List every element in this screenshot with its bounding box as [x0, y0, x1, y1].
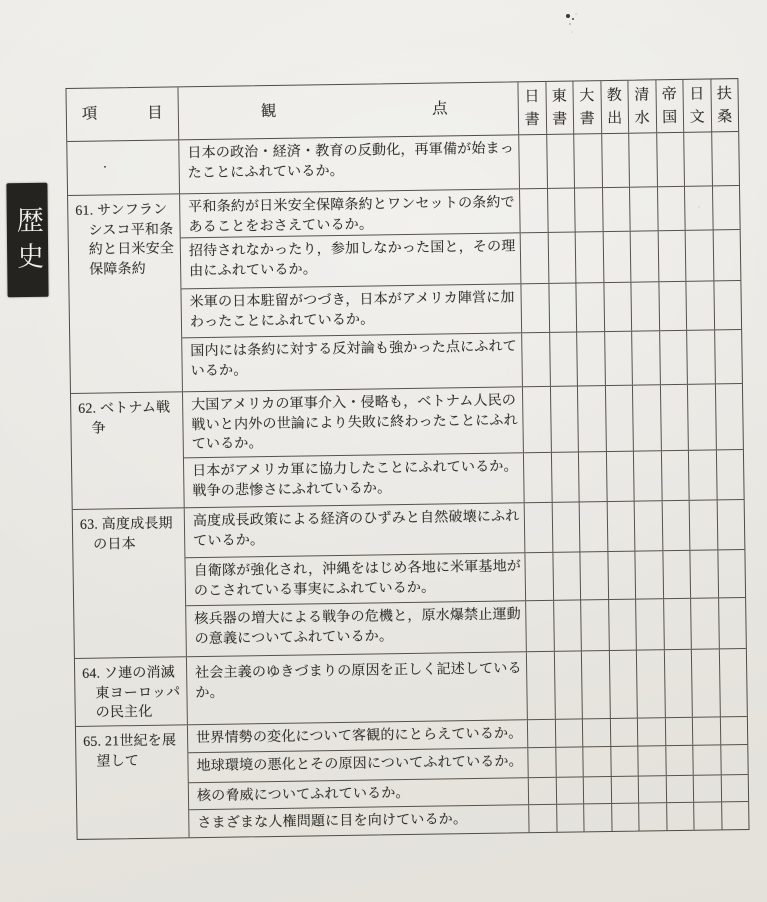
check-cell: [527, 652, 555, 719]
check-cell: [528, 748, 556, 777]
check-cell: [605, 332, 633, 385]
check-cell: [684, 132, 712, 185]
check-cell: [584, 804, 612, 831]
publisher-header: 日文: [683, 79, 711, 131]
check-cell: [553, 552, 581, 599]
check-cell: [556, 747, 584, 776]
check-cell: [688, 384, 716, 449]
check-cell: [686, 230, 714, 280]
viewpoint-cell: 招待されなかったり，参加しなかった国と，その理由にふれているか。: [181, 233, 522, 288]
check-cells: [529, 802, 748, 832]
check-cell: [547, 134, 575, 187]
check-cell: [633, 385, 661, 450]
check-cell: [522, 333, 550, 386]
table-section-continuation: [67, 132, 739, 196]
table-row: [181, 280, 741, 337]
check-cell: [521, 284, 549, 332]
check-cell: [694, 775, 722, 801]
table-row: [186, 597, 746, 656]
check-cell: [529, 778, 557, 804]
check-cell: [552, 502, 580, 551]
check-cell: [578, 386, 606, 451]
check-cell: [604, 283, 632, 331]
item-cell: 63. 高度成長期の日本: [73, 508, 187, 658]
check-cell: [576, 232, 604, 282]
publisher-column-headers: [518, 79, 738, 134]
check-cell: [548, 232, 576, 282]
check-cell: [722, 802, 749, 829]
viewpoint-cell: 米軍の日本駐留がつづき，日本がアメリカ陣営に加わったことにふれているか。: [181, 284, 522, 337]
check-cell: [525, 503, 553, 552]
viewpoint-cell: 平和条約が日米安全保障条約とワンセットの条約であることをおさえているか。: [180, 189, 521, 237]
check-cell: [602, 134, 630, 187]
history-tab-label: 歴史: [12, 205, 44, 279]
table-row: [185, 500, 745, 557]
check-cell: [666, 746, 694, 775]
check-cells: [526, 598, 746, 651]
table-row: [184, 449, 744, 507]
history-section-tab: [6, 183, 48, 297]
check-cell: [712, 132, 739, 185]
item-cell: 62. ベトナム戦争: [71, 392, 185, 509]
check-cell: [525, 553, 553, 600]
table-section-62: [71, 384, 744, 510]
textbook-evaluation-table: [65, 78, 749, 840]
check-cell: [581, 600, 609, 650]
check-cell: [715, 330, 742, 383]
check-cell: [521, 233, 549, 283]
check-cell: [657, 187, 685, 230]
check-cells: [519, 132, 739, 188]
check-cells: [527, 649, 747, 719]
check-cell: [712, 186, 739, 229]
check-cell: [694, 802, 722, 829]
viewpoint-cell: さまざまな人権問題に目を向けているか。: [189, 805, 529, 837]
check-cell: [720, 717, 747, 744]
check-cell: [718, 550, 745, 597]
check-cell: [717, 500, 744, 549]
table-section-64: [75, 649, 747, 727]
check-cell: [524, 453, 552, 502]
check-cell: [576, 283, 604, 331]
check-cell: [612, 804, 640, 831]
check-cell: [555, 719, 583, 746]
check-cell: [637, 650, 665, 717]
check-cell: [529, 805, 557, 832]
check-cell: [574, 134, 602, 187]
check-cell: [691, 598, 719, 648]
check-cell: [630, 187, 658, 230]
ink-speck: [566, 14, 570, 18]
viewpoint-cell: 高度成長政策による経済のひずみと自然破壊にふれているか。: [185, 503, 526, 557]
check-cell: [639, 803, 667, 830]
check-cell: [557, 804, 585, 831]
check-cell: [692, 649, 720, 716]
check-cells: [520, 186, 740, 232]
check-cell: [687, 330, 715, 383]
check-cell: [659, 282, 687, 330]
check-cells: [525, 550, 745, 600]
check-cell: [608, 552, 636, 599]
check-cell: [660, 331, 688, 384]
item-header-char: 目: [147, 104, 163, 123]
viewpoint-header-char: 観: [260, 103, 277, 121]
item-cell: 65. 21世紀を展望して: [76, 725, 190, 839]
check-cell: [611, 777, 639, 803]
check-cell: [526, 601, 554, 651]
check-cell: [686, 281, 714, 329]
check-cell: [666, 776, 694, 802]
viewpoint-cell: 核兵器の増大による戦争の危機と，原水爆禁止運動の意義についてふれているか。: [186, 601, 527, 656]
publisher-header: 清水: [628, 80, 656, 132]
check-cell: [609, 600, 637, 650]
publisher-header: 日書: [518, 82, 546, 134]
check-cell: [577, 332, 605, 385]
check-cell: [605, 386, 633, 451]
check-cell: [690, 550, 718, 597]
check-cells: [528, 745, 747, 777]
viewpoint-column-header: [178, 82, 519, 139]
check-cell: [667, 803, 695, 830]
check-cell: [554, 600, 582, 650]
check-cell: [713, 230, 740, 280]
check-cells: [529, 775, 748, 804]
check-cell: [690, 500, 718, 549]
check-cells: [521, 281, 741, 332]
item-header-char: 項: [81, 105, 98, 124]
check-cell: [603, 188, 631, 231]
check-cell: [603, 232, 631, 282]
check-cell: [662, 501, 690, 550]
table-row: [179, 132, 739, 193]
check-cell: [634, 451, 662, 500]
check-cell: [689, 450, 717, 499]
check-cell: [636, 599, 664, 649]
check-cell: [721, 745, 748, 774]
check-cell: [580, 502, 608, 551]
table-section-65: [76, 717, 749, 839]
check-cells: [524, 450, 744, 502]
check-cell: [632, 331, 660, 384]
check-cells: [528, 717, 747, 747]
check-cells: [525, 500, 745, 552]
check-cell: [685, 186, 713, 229]
check-cell: [548, 188, 576, 231]
check-cell: [550, 386, 578, 451]
check-cell: [583, 719, 611, 746]
item-cell: 61. サンフランシスコ平和条約と日米安全保障条約: [68, 194, 183, 393]
check-cells: [521, 230, 741, 283]
check-cell: [714, 281, 741, 329]
check-cell: [528, 720, 556, 747]
check-cell: [551, 452, 579, 501]
check-cell: [658, 231, 686, 281]
check-cell: [550, 332, 578, 385]
check-cell: [629, 133, 657, 186]
check-cell: [635, 551, 663, 598]
publisher-header: 扶桑: [716, 86, 733, 126]
check-cell: [523, 387, 551, 452]
check-cell: [661, 451, 689, 500]
check-cell: [554, 651, 582, 718]
check-cell: [575, 188, 603, 231]
check-cell: [556, 777, 584, 803]
check-cell: [607, 502, 635, 551]
check-cell: [579, 452, 607, 501]
check-cell: [663, 551, 691, 598]
check-cell: [584, 777, 612, 803]
check-cell: [582, 651, 610, 718]
check-cells: [523, 384, 743, 452]
table-section-63: [73, 500, 746, 659]
check-cell: [549, 283, 577, 331]
publisher-header: 教出: [601, 81, 629, 133]
check-cell: [721, 775, 748, 801]
item-cell: 64. ソ連の消滅東ヨーロッパの民主化: [75, 657, 188, 726]
check-cell: [719, 598, 746, 648]
check-cell: [664, 599, 692, 649]
viewpoint-header-char: 点: [431, 100, 448, 118]
check-cell: [580, 552, 608, 599]
check-cell: [719, 649, 746, 716]
check-cell: [631, 231, 659, 281]
check-cell: [716, 450, 743, 499]
check-cells: [522, 330, 742, 386]
viewpoint-cell: 世界情勢の変化について客観的にとらえているか。: [188, 720, 528, 752]
viewpoint-cell: 地球環境の悪化とその原因についてふれているか。: [188, 748, 528, 782]
publisher-header: 帝国: [656, 80, 684, 132]
table-row: [185, 549, 745, 605]
check-cell: [693, 745, 721, 774]
check-cell: [664, 650, 692, 717]
publisher-header: 大書: [573, 81, 601, 133]
viewpoint-cell: 日本がアメリカ軍に協力したことにふれているか。戦争の悲惨さにふれているか。: [184, 453, 525, 507]
check-cell: [635, 501, 663, 550]
check-cell: [715, 384, 742, 449]
item-cell: .: [67, 140, 180, 195]
viewpoint-cell: 社会主義のゆきづまりの原因を正しく記述しているか。: [187, 652, 528, 724]
viewpoint-cell: 核の脅威についてふれているか。: [189, 778, 529, 809]
table-row: [182, 329, 742, 391]
check-cell: [693, 717, 721, 744]
check-cell: [606, 452, 634, 501]
check-cell: [639, 776, 667, 802]
check-cell: [631, 282, 659, 330]
check-cell: [583, 747, 611, 776]
check-cell: [657, 133, 685, 186]
check-cell: [660, 385, 688, 450]
table-section-61: [68, 186, 742, 394]
check-cell: [665, 718, 693, 745]
viewpoint-cell: 国内には条約に対する反対論も強かった点にふれているか。: [182, 333, 523, 391]
check-cell: [638, 718, 666, 745]
viewpoint-cell: 自衛隊が強化され，沖縄をはじめ各地に米軍基地がのこされている事実にふれているか。: [185, 553, 526, 605]
check-cell: [519, 135, 547, 188]
item-column-header: [66, 87, 179, 141]
check-cell: [609, 651, 637, 718]
publisher-header: 東書: [546, 81, 574, 133]
table-row: [183, 384, 743, 457]
viewpoint-cell: 大国アメリカの軍事介入・侵略も，ベトナム人民の戦いと内外の世論により失敗に終わったことにふれているか。: [183, 387, 524, 457]
check-cell: [611, 747, 639, 776]
check-cell: [520, 189, 548, 232]
table-row: [181, 229, 741, 288]
check-cell: [610, 719, 638, 746]
viewpoint-cell: 日本の政治・経済・教育の反動化，再軍備が始まったことにふれているか。: [179, 135, 520, 193]
table-row: [187, 649, 747, 724]
check-cell: [638, 746, 666, 775]
